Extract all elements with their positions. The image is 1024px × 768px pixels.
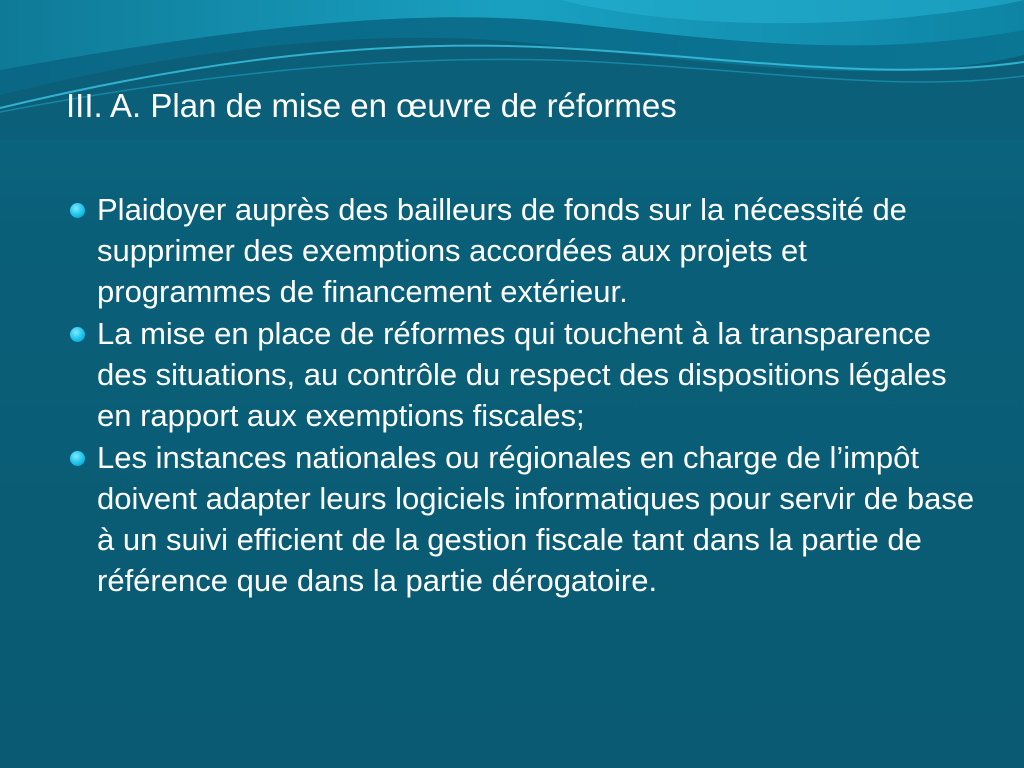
slide-title: III. A. Plan de mise en œuvre de réformes xyxy=(66,87,677,124)
bullet-list xyxy=(0,189,1024,602)
bullet-dot-icon xyxy=(70,203,85,218)
bullet-text: Plaidoyer auprès des bailleurs de fonds sur la nécessité de supprimer des exemptions accordées aux projets et programmes de financement extérieur. xyxy=(97,192,907,309)
bullet-item-2 xyxy=(0,313,1024,436)
bullet-text: Les instances nationales ou régionales en charge de l’impôt doivent adapter leurs logiciels informatiques pour servir de base à un suivi efficient de la gestion fiscale tant dans la partie de référence que dans la partie dérogatoire. xyxy=(97,440,975,598)
bullet-dot-icon xyxy=(70,451,85,466)
bullet-item-1 xyxy=(0,189,1024,312)
bullet-text: La mise en place de réformes qui touchent à la transparence des situations, au contrôle du respect des dispositions légales en rapport aux exemptions fiscales; xyxy=(97,316,947,433)
bullet-item-3 xyxy=(0,437,1024,601)
bullet-dot-icon xyxy=(70,327,85,342)
